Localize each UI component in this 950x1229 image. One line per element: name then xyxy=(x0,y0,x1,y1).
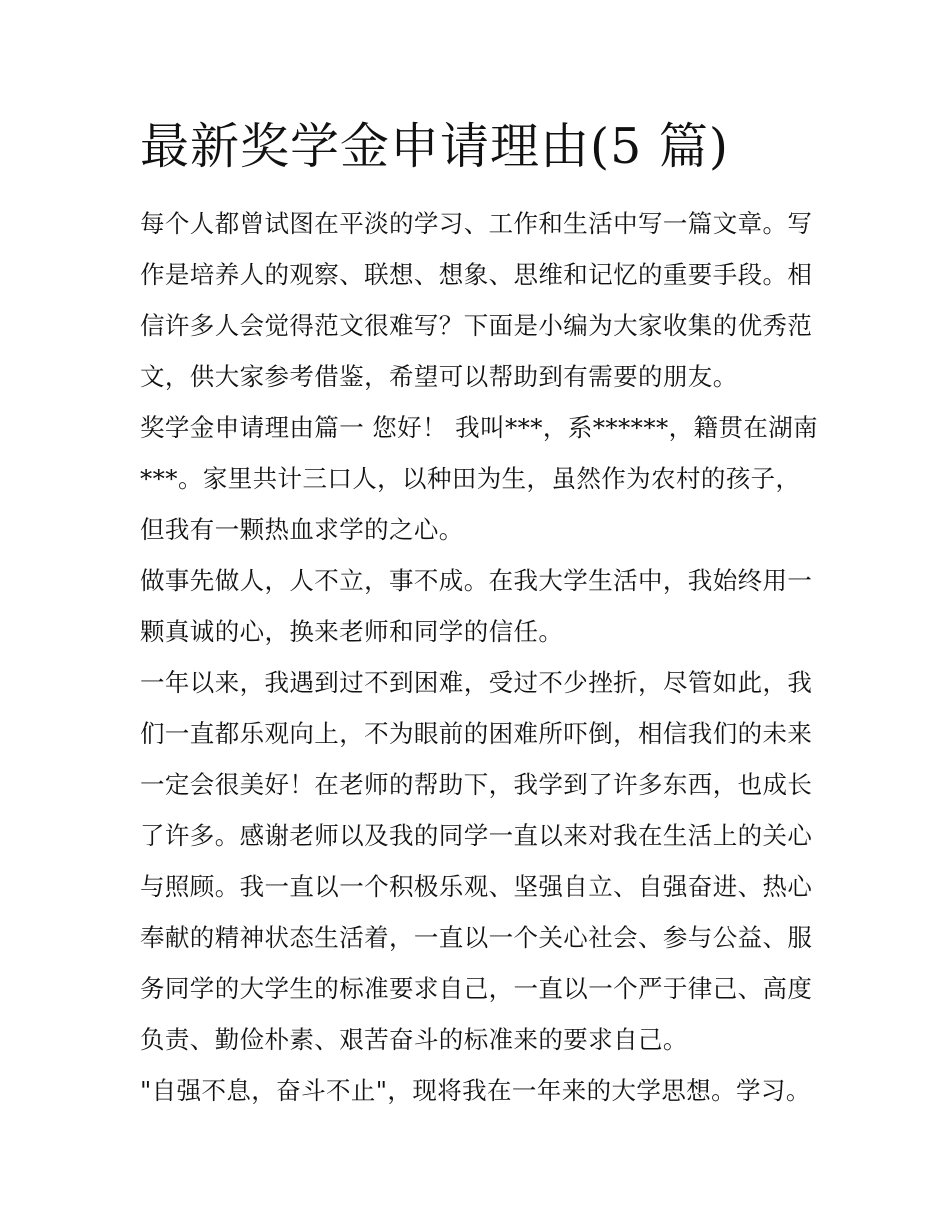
body-line: 一定会很美好！在老师的帮助下，我学到了许多东西，也成长 xyxy=(140,770,813,799)
body-line: 与照顾。我一直以一个积极乐观、坚强自立、自强奋进、热心 xyxy=(140,872,813,901)
body-line: 信许多人会觉得范文很难写？下面是小编为大家收集的优秀范 xyxy=(140,311,813,340)
body-line: 们一直都乐观向上，不为眼前的困难所吓倒，相信我们的未来 xyxy=(140,719,813,748)
body-line: 奖学金申请理由篇一 您好！ 我叫***，系******，籍贯在湖南 xyxy=(140,413,819,442)
body-line: 文，供大家参考借鉴，希望可以帮助到有需要的朋友。 xyxy=(140,362,738,391)
document-body xyxy=(140,198,819,1116)
body-line: 一年以来，我遇到过不到困难，受过不少挫折，尽管如此，我 xyxy=(140,668,813,697)
body-line: "自强不息，奋斗不止"，现将我在一年来的大学思想。学习。 xyxy=(140,1076,811,1105)
body-line: 作是培养人的观察、联想、想象、思维和记忆的重要手段。相 xyxy=(140,260,813,289)
body-line: 做事先做人，人不立，事不成。在我大学生活中，我始终用一 xyxy=(140,566,813,595)
document-title: 最新奖学金申请理由(5 篇) xyxy=(140,118,729,175)
body-line: 但我有一颗热血求学的之心。 xyxy=(140,515,464,544)
body-line: 颗真诚的心，换来老师和同学的信任。 xyxy=(140,617,564,646)
body-line: 奉献的精神状态生活着，一直以一个关心社会、参与公益、服 xyxy=(140,923,813,952)
body-line: 务同学的大学生的标准要求自己，一直以一个严于律己、高度 xyxy=(140,974,813,1003)
body-line: 了许多。感谢老师以及我的同学一直以来对我在生活上的关心 xyxy=(140,821,813,850)
body-line: ***。家里共计三口人，以种田为生，虽然作为农村的孩子， xyxy=(140,464,801,493)
body-line: 每个人都曾试图在平淡的学习、工作和生活中写一篇文章。写 xyxy=(140,209,813,238)
body-line: 负责、勤俭朴素、艰苦奋斗的标准来的要求自己。 xyxy=(140,1025,688,1054)
